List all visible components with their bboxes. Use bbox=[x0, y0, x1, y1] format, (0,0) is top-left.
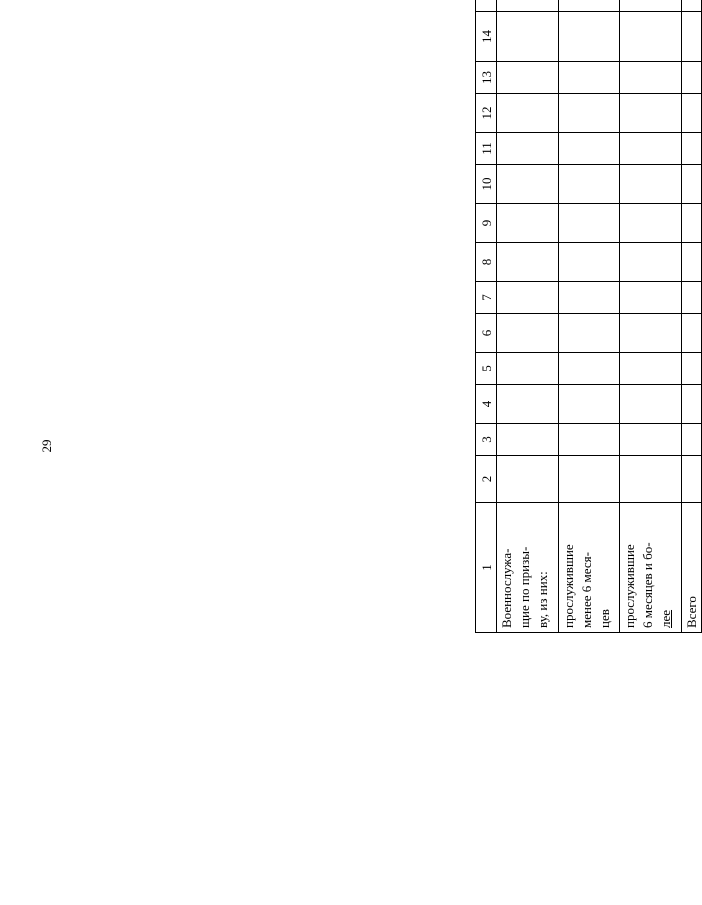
table-cell bbox=[681, 0, 701, 12]
table-cell bbox=[558, 314, 620, 353]
table-cell bbox=[681, 94, 701, 133]
table-cell bbox=[558, 282, 620, 314]
table-cell bbox=[497, 282, 559, 314]
table-cell bbox=[620, 243, 682, 282]
table-cell bbox=[681, 314, 701, 353]
table-cell bbox=[558, 133, 620, 165]
table-cell bbox=[497, 353, 559, 385]
table-cell bbox=[681, 385, 701, 424]
column-header-7: 7 bbox=[476, 282, 497, 314]
table-cell bbox=[681, 133, 701, 165]
table-cell bbox=[497, 424, 559, 456]
column-header-8: 8 bbox=[476, 243, 497, 282]
table-cell bbox=[620, 165, 682, 204]
column-header-6: 6 bbox=[476, 314, 497, 353]
table-cell bbox=[620, 94, 682, 133]
table-cell bbox=[497, 165, 559, 204]
label-line: 6 месяцев и бо- bbox=[640, 542, 656, 628]
header-row bbox=[476, 0, 497, 633]
table-cell bbox=[558, 204, 620, 243]
column-header-10: 10 bbox=[476, 165, 497, 204]
table-cell bbox=[497, 94, 559, 133]
column-header-5: 5 bbox=[476, 353, 497, 385]
table-cell bbox=[681, 62, 701, 94]
table-cell bbox=[620, 314, 682, 353]
table-cell bbox=[558, 456, 620, 503]
table-row-total bbox=[681, 0, 701, 633]
table-row bbox=[558, 0, 620, 633]
table-cell bbox=[620, 204, 682, 243]
table-cell bbox=[681, 204, 701, 243]
label-line: лее bbox=[658, 609, 674, 628]
table-cell bbox=[558, 0, 620, 12]
table-cell bbox=[620, 0, 682, 12]
table-cell bbox=[620, 133, 682, 165]
table-row bbox=[497, 0, 559, 633]
column-header-12: 12 bbox=[476, 94, 497, 133]
table-cell bbox=[681, 282, 701, 314]
row-label-total bbox=[681, 503, 701, 633]
page-number: 29 bbox=[39, 439, 54, 453]
table-cell bbox=[681, 456, 701, 503]
column-header-13: 13 bbox=[476, 62, 497, 94]
table-cell bbox=[681, 165, 701, 204]
label-line: прослужившие bbox=[560, 544, 576, 628]
table-cell bbox=[620, 12, 682, 62]
label-line: ву, из них: bbox=[535, 571, 551, 628]
column-header-9: 9 bbox=[476, 204, 497, 243]
table-cell bbox=[497, 133, 559, 165]
column-header-14: 14 bbox=[476, 12, 497, 62]
table-cell bbox=[558, 243, 620, 282]
report-table bbox=[475, 0, 702, 633]
table-cell bbox=[497, 385, 559, 424]
table-cell bbox=[681, 353, 701, 385]
table-cell bbox=[497, 243, 559, 282]
table-cell bbox=[681, 243, 701, 282]
row-label-served-6-months-or-more bbox=[620, 503, 682, 633]
table-cell bbox=[620, 456, 682, 503]
label-line: цев bbox=[596, 609, 612, 628]
table-cell bbox=[558, 385, 620, 424]
column-header-3: 3 bbox=[476, 424, 497, 456]
table-cell bbox=[497, 12, 559, 62]
column-header-11: 11 bbox=[476, 133, 497, 165]
table-cell bbox=[620, 282, 682, 314]
row-label-conscripts bbox=[497, 503, 559, 633]
table-cell bbox=[497, 62, 559, 94]
table-cell bbox=[558, 62, 620, 94]
table-cell bbox=[497, 0, 559, 12]
table-cell bbox=[497, 456, 559, 503]
table-cell bbox=[620, 385, 682, 424]
label-line: щие по призы- bbox=[517, 546, 533, 628]
label-line: менее 6 меся- bbox=[578, 552, 594, 628]
table-cell bbox=[681, 424, 701, 456]
column-header-15 bbox=[476, 0, 497, 12]
table-cell bbox=[558, 424, 620, 456]
table-cell bbox=[497, 204, 559, 243]
label-line: прослужившие bbox=[622, 544, 638, 628]
table-cell bbox=[620, 424, 682, 456]
table-cell bbox=[558, 353, 620, 385]
label-line: Военнослужа- bbox=[499, 548, 515, 628]
label-line: Всего bbox=[683, 596, 699, 628]
table-cell bbox=[681, 12, 701, 62]
rotated-table-wrapper bbox=[475, 0, 702, 633]
table-cell bbox=[558, 94, 620, 133]
column-header-4: 4 bbox=[476, 385, 497, 424]
column-header-1: 1 bbox=[476, 503, 497, 633]
table-cell bbox=[497, 314, 559, 353]
table-cell bbox=[558, 12, 620, 62]
table-cell bbox=[558, 165, 620, 204]
table-row bbox=[620, 0, 682, 633]
row-label-served-less-6-months bbox=[558, 503, 620, 633]
table-cell bbox=[620, 62, 682, 94]
column-header-2: 2 bbox=[476, 456, 497, 503]
table-cell bbox=[620, 353, 682, 385]
